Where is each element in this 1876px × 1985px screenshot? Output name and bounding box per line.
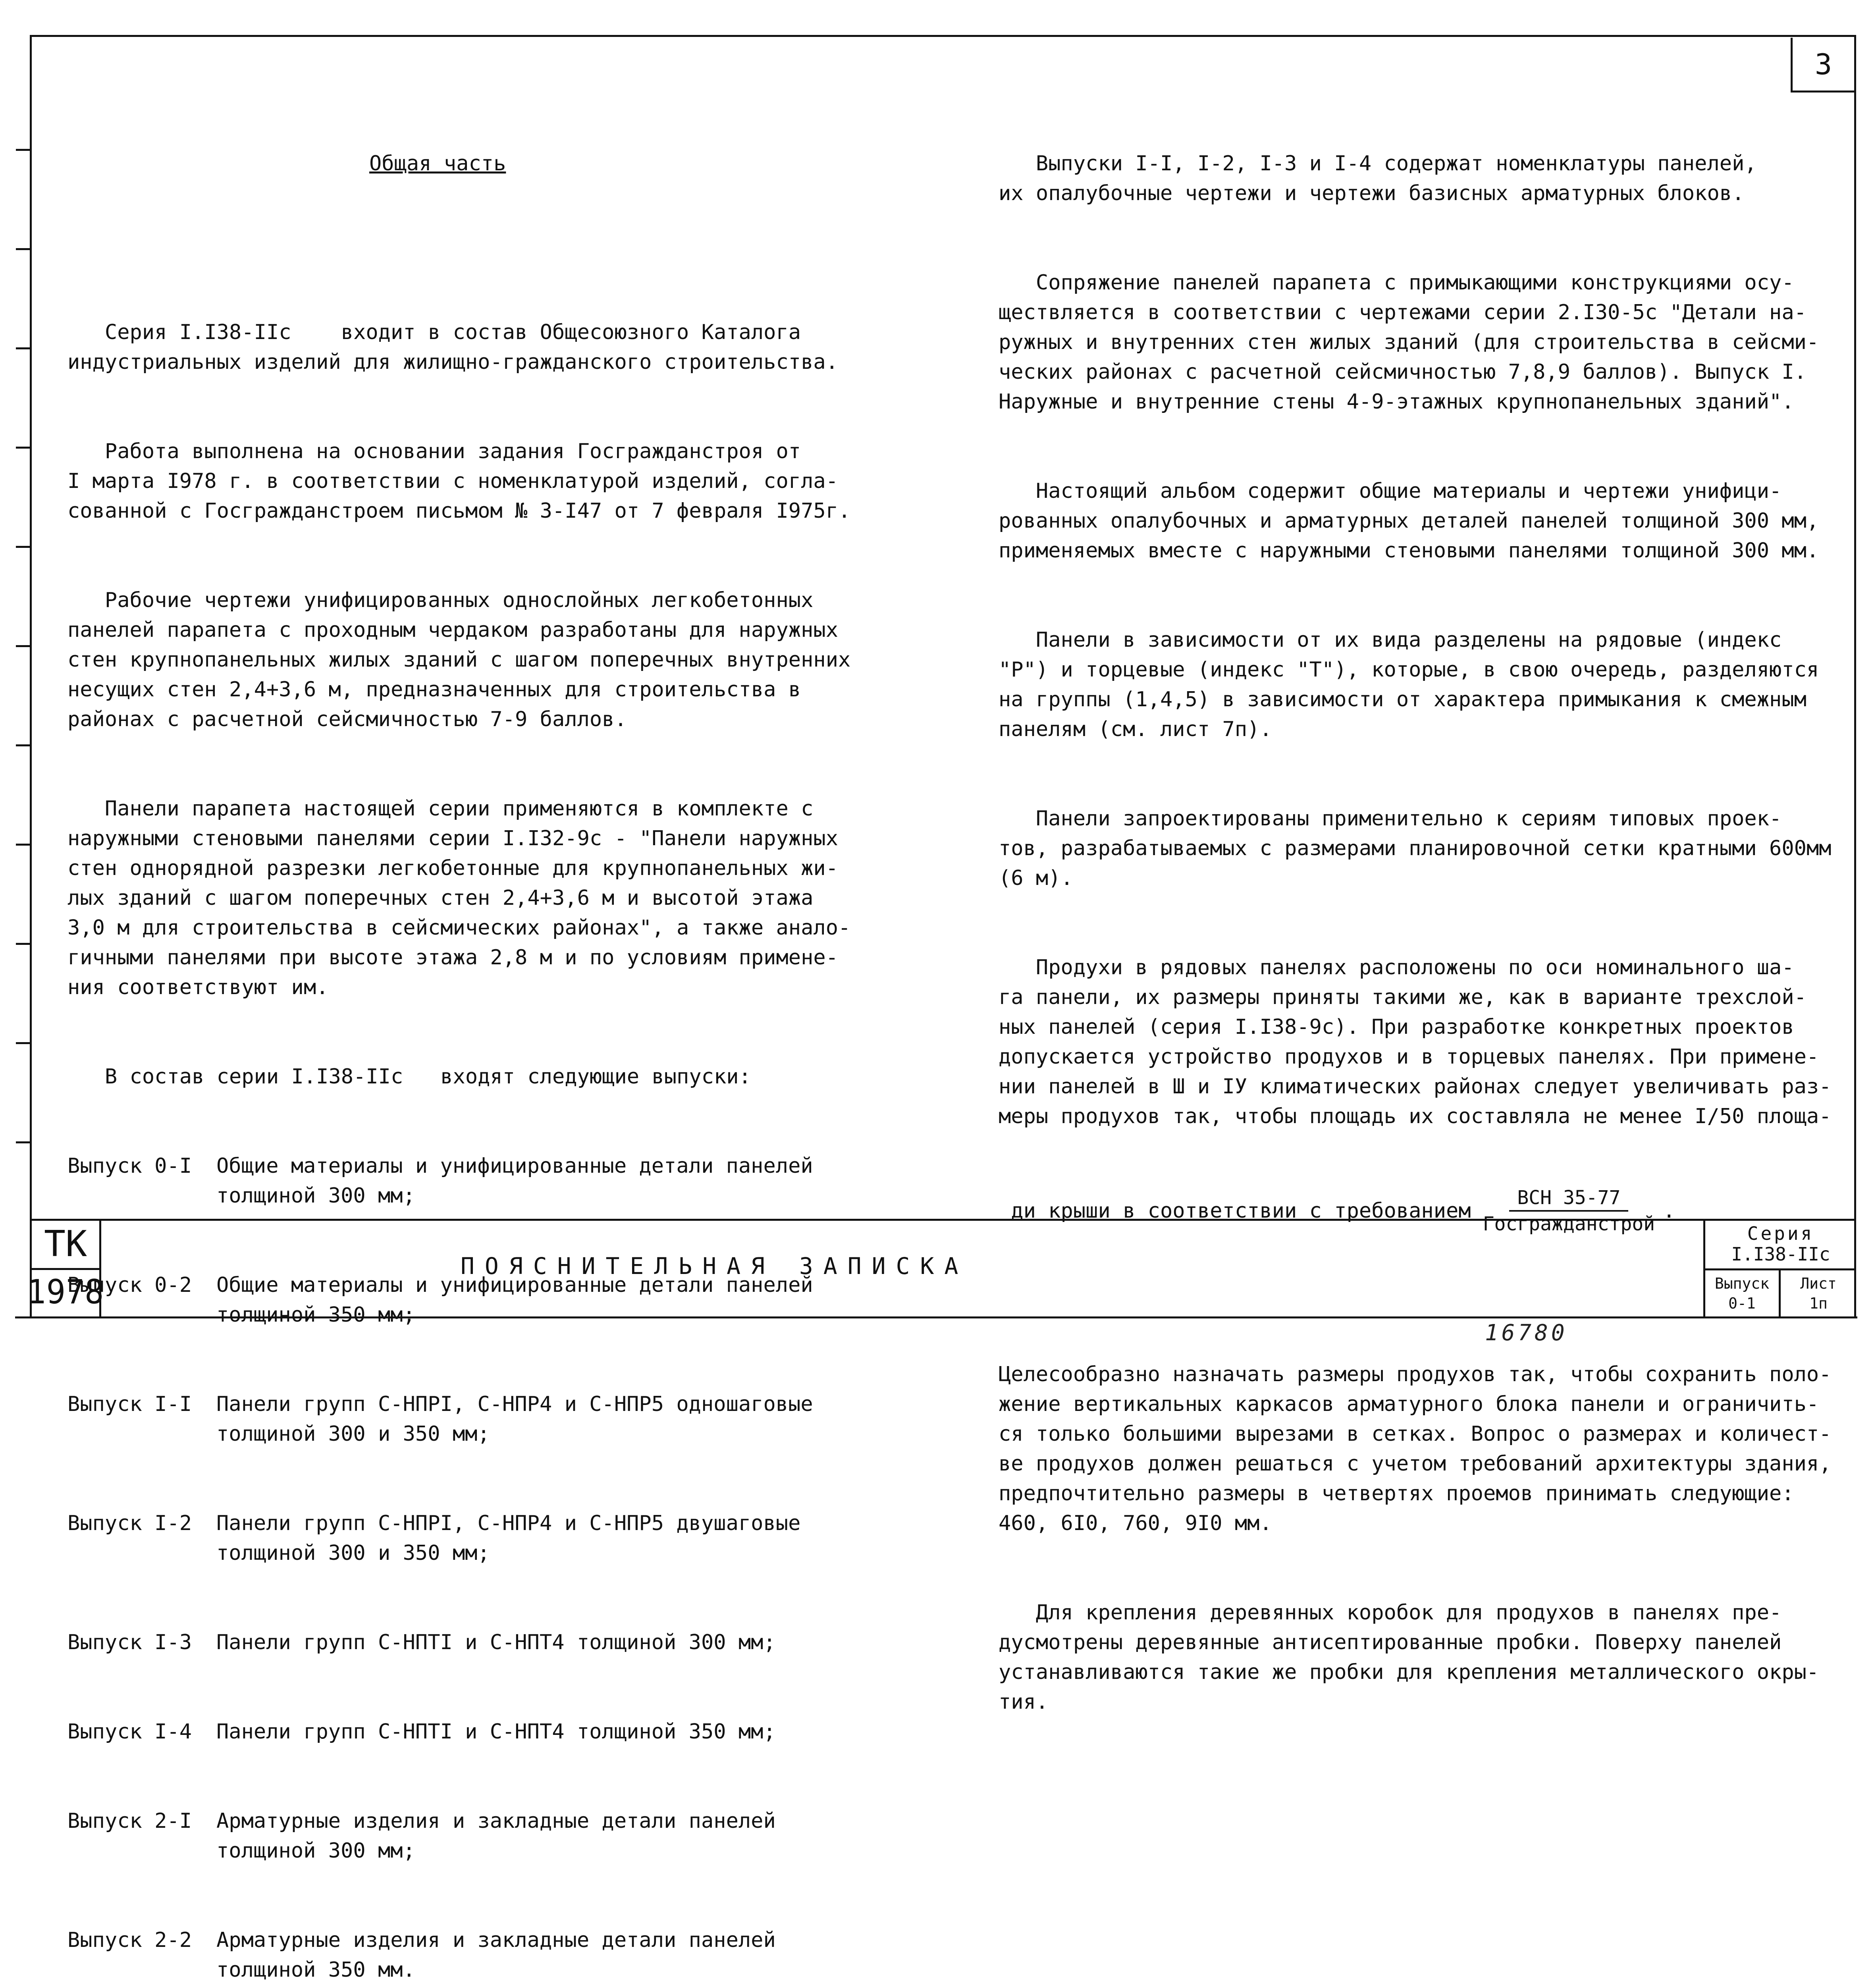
section-heading xyxy=(67,149,862,179)
left-column xyxy=(67,89,862,1985)
series-value: I.I38-IIc xyxy=(1731,1243,1830,1265)
sheet-cell xyxy=(1781,1270,1856,1316)
issue-value: 0-1 xyxy=(1728,1295,1756,1312)
handwritten-number: 16780 xyxy=(1485,1320,1568,1346)
issue-label: Выпуск I-3 xyxy=(67,1630,192,1654)
issue-label: Выпуск 0-I xyxy=(67,1154,192,1178)
paragraph: Настоящий альбом содержит общие материалы и чертежи унифици- рованных опалубочных и арматурных деталей панелей толщиной 300 мм, применяемых вместе с наружными стеновыми панелями толщиной 300 мм. xyxy=(999,479,1819,563)
series-stamp xyxy=(1703,1221,1856,1316)
issue-text: Панели групп С-НПТI и С-НПТ4 толщиной 350 мм; xyxy=(216,1720,776,1744)
issue-label: Выпуск 0-2 xyxy=(67,1273,192,1297)
fraction-prefix: ди крыши в соответствии с требованием xyxy=(999,1199,1471,1223)
heading-text: Общая часть xyxy=(369,152,506,175)
binding-tick xyxy=(16,248,32,250)
page-number: 3 xyxy=(1791,38,1854,93)
tk-stamp xyxy=(27,1220,104,1317)
issue-label: Выпуск I-2 xyxy=(67,1511,192,1535)
sheet-value: 1п xyxy=(1809,1295,1828,1312)
issue-item xyxy=(67,1628,862,1657)
paragraph: Панели парапета настоящей серии применяются в комплекте с наружными стеновыми панелями серии I.I32-9с - "Панели наружных стен однорядной разрезки легкобетонные для крупнопанельных жи- лых зданий с шагом поперечных стен 2,4+3,6 м и высотой этажа 3,0 м для строительства в сейсмических районах", а также анало- гичными панелями при высоте этажа 2,8 м и по условиям примене- ния соответствуют им. xyxy=(67,797,851,999)
issue-label: Выпуск 2-I xyxy=(67,1809,192,1833)
issue-label: Выпуск I-I xyxy=(67,1392,192,1416)
paragraph: В состав серии I.I38-IIc входят следующие выпуски: xyxy=(67,1065,751,1089)
issue-item xyxy=(67,1509,862,1568)
issue-item xyxy=(67,1151,862,1211)
issue-item xyxy=(67,1806,862,1866)
issue-text: Общие материалы и унифицированные детали панелей толщиной 300 мм; xyxy=(216,1154,813,1208)
paragraph: Панели запроектированы применительно к сериям типовых проек- тов, разрабатываемых с размерами планировочной сетки кратными 600мм (6 м). xyxy=(999,807,1832,890)
issue-text: Арматурные изделия и закладные детали панелей толщиной 300 мм; xyxy=(216,1809,776,1863)
issue-cell xyxy=(1705,1270,1781,1316)
binding-tick xyxy=(16,1141,32,1143)
binding-tick xyxy=(16,149,32,151)
binding-tick xyxy=(16,546,32,548)
paragraph: Рабочие чертежи унифицированных однослойных легкобетонных панелей парапета с проходным чердаком разработаны для наружных стен крупнопанельных жилых зданий с шагом поперечных внутренних несущих стен 2,4+3,6 м, предназначенных для строительства в районах с расчетной сейсмичностью 7-9 баллов. xyxy=(67,588,851,731)
paragraph: Сопряжение панелей парапета с примыкающими конструкциями осу- ществляется в соответствии с чертежами серии 2.I30-5с "Детали на- ружных и внутренних стен жилых зданий (для строительства в сейсми- ческих районах с расчетной сейсмичностью 7,8,9 баллов). Выпуск I. Наружные и внутренние стены 4-9-этажных крупнопанельных зданий". xyxy=(999,271,1819,414)
issue-label: Выпуск xyxy=(1714,1275,1770,1292)
issue-text: Арматурные изделия и закладные детали панелей толщиной 350 мм. xyxy=(216,1928,776,1982)
issue-text: Панели групп С-НПРI, С-НПР4 и С-НПР5 двушаговые толщиной 300 и 350 мм; xyxy=(216,1511,801,1565)
issue-text: Панели групп С-НПТI и С-НПТ4 толщиной 300 мм; xyxy=(216,1630,776,1654)
paragraph: Продухи в рядовых панелях расположены по оси номинального ша- га панели, их размеры приняты такими же, как в варианте трехслой- ных панелей (серия I.I38-9с). При разработке конкретных проектов допускается устройство продухов и в торцевых панелях. При примене- нии панелей в Ш и IУ климатических районах следует увеличивать раз- меры продухов так, чтобы площадь их составляла не менее I/50 площа- xyxy=(999,956,1832,1128)
right-column xyxy=(999,89,1832,1747)
binding-tick xyxy=(16,1042,32,1044)
issue-text: Панели групп С-НПРI, С-НПР4 и С-НПР5 одношаговые толщиной 300 и 350 мм; xyxy=(216,1392,813,1446)
issue-item xyxy=(67,1390,862,1449)
paragraph: Целесообразно назначать размеры продухов так, чтобы сохранить поло- жение вертикальных каркасов арматурного блока панели и ограничить- ся только большими вырезами в сетках. Вопрос о размерах и количест- ве продухов должен решаться с учетом требований архитектуры здания, предпочтительно размеры в четвертях проемов принимать следующие: 460, 6I0, 760, 9I0 мм. xyxy=(999,1363,1832,1535)
norm-number: ВСН 35-77 xyxy=(1509,1185,1628,1212)
issue-text: Общие материалы и унифицированные детали панелей толщиной 350 мм; xyxy=(216,1273,813,1327)
binding-tick xyxy=(16,347,32,349)
issue-item xyxy=(67,1925,862,1985)
tk-label: ТК xyxy=(32,1220,99,1270)
sheet-label: Лист xyxy=(1800,1275,1837,1292)
issue-item xyxy=(67,1717,862,1747)
paragraph: Для крепления деревянных коробок для продухов в панелях пре- дусмотрены деревянные антисептированные пробки. Поверху панелей устанавливаются такие же пробки для крепления металлического окры- тия. xyxy=(999,1601,1819,1714)
paragraph: Выпуски I-I, I-2, I-3 и I-4 содержат номенклатуры панелей, их опалубочные чертежи и чертежи базисных арматурных блоков. xyxy=(999,152,1757,205)
document-title: ПОЯСНИТЕЛЬНАЯ ЗАПИСКА xyxy=(461,1253,969,1280)
paragraph: Панели в зависимости от их вида разделены на рядовые (индекс "Р") и торцевые (индекс "Т"), которые, в свою очередь, разделяются на группы (1,4,5) в зависимости от характера примыкания к смежным панелям (см. лист 7п). xyxy=(999,628,1819,741)
binding-tick xyxy=(16,744,32,746)
binding-tick xyxy=(16,645,32,647)
binding-tick xyxy=(16,943,32,945)
issue-label: Выпуск I-4 xyxy=(67,1720,192,1744)
binding-tick xyxy=(16,447,32,449)
binding-tick xyxy=(16,844,32,846)
paragraph: Серия I.I38-IIc входит в состав Общесоюзного Каталога индустриальных изделий для жилищно-гражданского строительства. xyxy=(67,320,839,374)
series-label: Серия xyxy=(1747,1223,1814,1244)
paragraph: Работа выполнена на основании задания Госгражданстроя от I марта I978 г. в соответствии с номенклатурой изделий, согла- сованной с Госгражданстроем письмом № 3-I47 от 7 февраля I975г. xyxy=(67,439,851,523)
issue-label: Выпуск 2-2 xyxy=(67,1928,192,1952)
norm-authority: Госгражданстрой xyxy=(1483,1213,1655,1235)
series-cell xyxy=(1705,1221,1856,1270)
fraction-suffix: . xyxy=(1663,1199,1675,1223)
tk-year: 1978 xyxy=(27,1272,104,1311)
